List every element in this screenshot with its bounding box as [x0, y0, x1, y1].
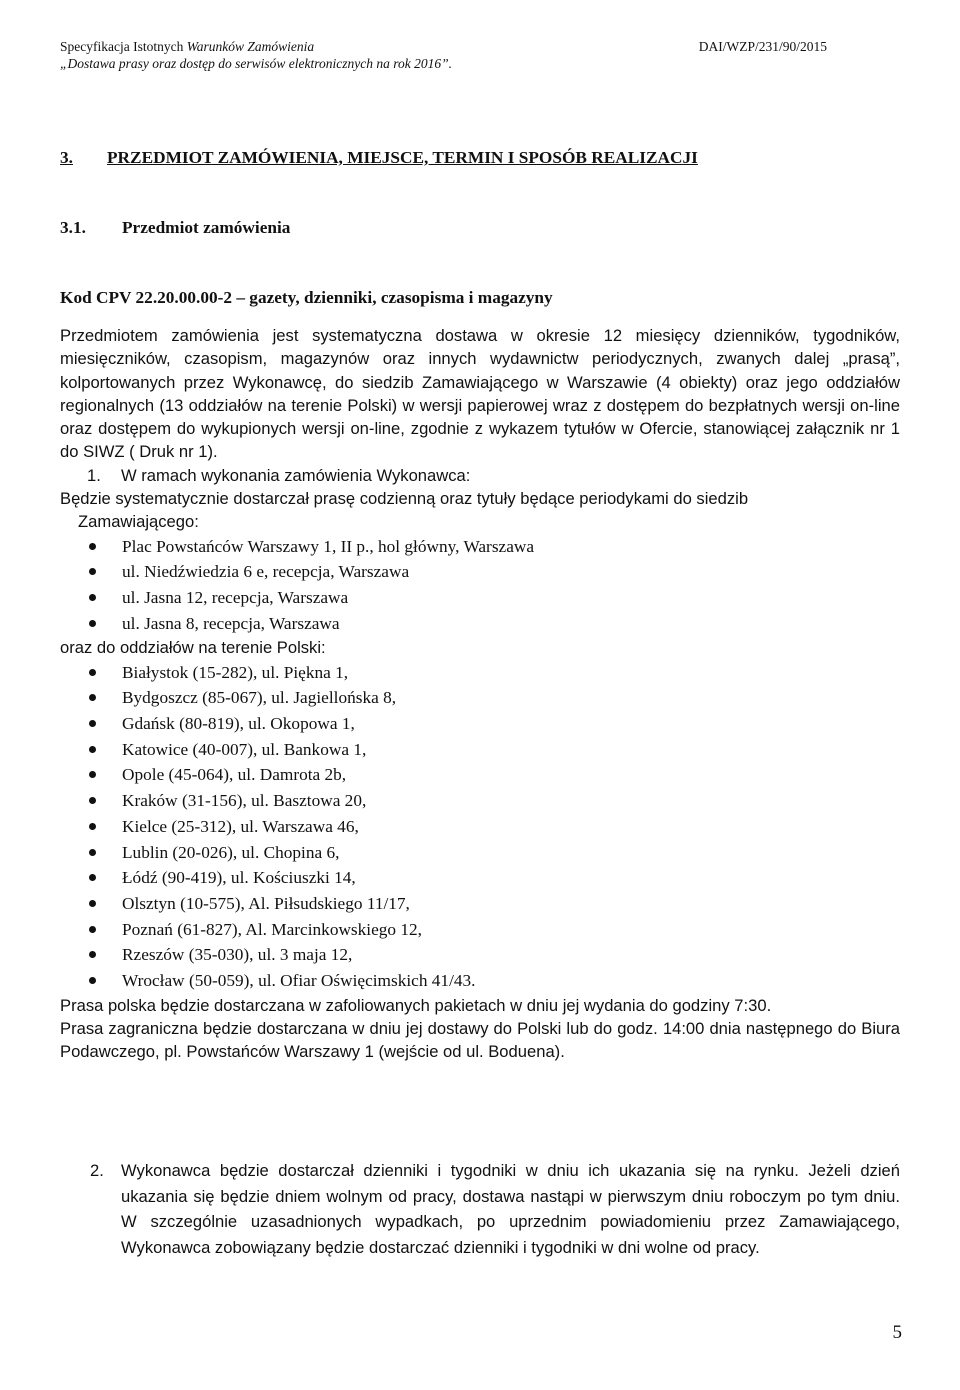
list-item: Wrocław (50-059), ul. Ofiar Oświęcimskich 41/43.	[60, 968, 900, 994]
bullet-icon	[89, 620, 96, 627]
list-item: Bydgoszcz (85-067), ul. Jagiellońska 8,	[60, 685, 900, 711]
bullet-icon	[89, 669, 96, 676]
list-item: Łódź (90-419), ul. Kościuszki 14,	[60, 865, 900, 891]
document-body	[60, 146, 900, 1064]
list-item: Poznań (61-827), Al. Marcinkowskiego 12,	[60, 917, 900, 943]
item-2-number: 2.	[90, 1161, 104, 1180]
header-subject: „Dostawa prasy oraz dostęp do serwisów elektronicznych na rok 2016”.	[60, 56, 452, 71]
list-item: ul. Niedźwiedzia 6 e, recepcja, Warszawa	[60, 559, 900, 585]
bullet-icon	[89, 849, 96, 856]
header-title-italic: Warunków Zamówienia	[186, 39, 315, 54]
bullet-icon	[89, 568, 96, 575]
header-title-plain: Specyfikacja Istotnych	[60, 39, 187, 54]
page-number: 5	[892, 1322, 902, 1343]
list-item: Opole (45-064), ul. Damrota 2b,	[60, 762, 900, 788]
header-reference: DAI/WZP/231/90/2015	[698, 39, 827, 54]
list-item: Kielce (25-312), ul. Warszawa 46,	[60, 814, 900, 840]
list-item: Gdańsk (80-819), ul. Okopowa 1,	[60, 711, 900, 737]
numbered-item-2	[90, 1158, 900, 1261]
list-item: Rzeszów (35-030), ul. 3 maja 12,	[60, 942, 900, 968]
press-foreign-paragraph: Prasa zagraniczna będzie dostarczana w dniu jej dostawy do Polski lub do godz. 14:00 dnia następnego do Biura Podawczego, pl. Powstańców Warszawy 1 (wejście od ul. Boduena).	[60, 1018, 900, 1062]
subsection-heading	[60, 216, 900, 240]
cpv-code: Kod CPV 22.20.00.00-2 – gazety, dzienniki, czasopisma i magazyny	[60, 288, 553, 307]
intro-paragraph: Przedmiotem zamówienia jest systematyczna dostawa w okresie 12 miesięcy dzienników, tygodników, miesięczników, czasopism, magazynów oraz innych wydawnictw periodycznych, zwanych dalej „prasą”, kolportowanych przez Wykonawcę, do siedzib Zamawiającego w Warszawie (4 obiekty) oraz jego oddziałów regionalnych (13 oddziałów na terenie Polski) w wersji papierowej wraz z dostępem do bezpłatnych wersji on-line oraz dostępem do wykupionych wersji on-line, zgodnie z wykazem tytułów w Ofercie, stanowiącej załącznik nr 1 do SIWZ ( Druk nr 1).	[60, 326, 900, 462]
bullet-icon	[89, 874, 96, 881]
warsaw-address-list	[60, 534, 900, 637]
list-item: Plac Powstańców Warszawy 1, II p., hol główny, Warszawa	[60, 534, 900, 560]
bullet-icon	[89, 926, 96, 933]
bullet-icon	[89, 977, 96, 984]
bullet-icon	[89, 771, 96, 778]
list-item: Olsztyn (10-575), Al. Piłsudskiego 11/17,	[60, 891, 900, 917]
list-item: Białystok (15-282), ul. Piękna 1,	[60, 660, 900, 686]
bullet-icon	[89, 951, 96, 958]
bullet-icon	[89, 797, 96, 804]
section-heading	[60, 146, 900, 170]
deliver-paragraph-cont: Zamawiającego:	[78, 512, 199, 532]
section-title: PRZEDMIOT ZAMÓWIENIA, MIEJSCE, TERMIN I SPOSÓB REALIZACJI	[107, 148, 698, 167]
header-doc-title	[60, 38, 314, 55]
bullet-icon	[89, 746, 96, 753]
deliver-paragraph: Będzie systematycznie dostarczał prasę codzienną oraz tytuły będące periodykami do siedzib	[60, 489, 749, 509]
list-item: Kraków (31-156), ul. Basztowa 20,	[60, 788, 900, 814]
list-item: ul. Jasna 8, recepcja, Warszawa	[60, 611, 900, 637]
subsection-number: 3.1.	[60, 218, 86, 237]
section-number: 3.	[60, 148, 73, 167]
numbered-item-1	[60, 464, 900, 487]
list-item: Katowice (40-007), ul. Bankowa 1,	[60, 737, 900, 763]
bullet-icon	[89, 900, 96, 907]
bullet-icon	[89, 823, 96, 830]
press-polish-paragraph: Prasa polska będzie dostarczana w zafoliowanych pakietach w dniu jej wydania do godziny 7:30.	[60, 995, 772, 1015]
list-item: Lublin (20-026), ul. Chopina 6,	[60, 840, 900, 866]
branches-intro: oraz do oddziałów na terenie Polski:	[60, 638, 326, 658]
item-1-text: W ramach wykonania zamówienia Wykonawca:	[121, 465, 471, 485]
bullet-icon	[89, 694, 96, 701]
bullet-icon	[89, 543, 96, 550]
list-item: ul. Jasna 12, recepcja, Warszawa	[60, 585, 900, 611]
bullet-icon	[89, 594, 96, 601]
item-2-text: Wykonawca będzie dostarczał dzienniki i tygodniki w dniu ich ukazania się na rynku. Jeżeli dzień ukazania się będzie dniem wolnym od pracy, dostawa nastąpi w pierwszym dniu roboczym po tym dniu. W szczególnie uzasadnionych wypadkach, po uprzednim powiadomieniu przez Zamawiającego, Wykonawca zobowiązany będzie dostarczać dzienniki i tygodniki w dni wolne od pracy.	[121, 1161, 900, 1258]
bullet-icon	[89, 720, 96, 727]
item-1-number: 1.	[87, 465, 101, 485]
subsection-title: Przedmiot zamówienia	[122, 218, 291, 237]
branch-address-list	[60, 660, 900, 994]
